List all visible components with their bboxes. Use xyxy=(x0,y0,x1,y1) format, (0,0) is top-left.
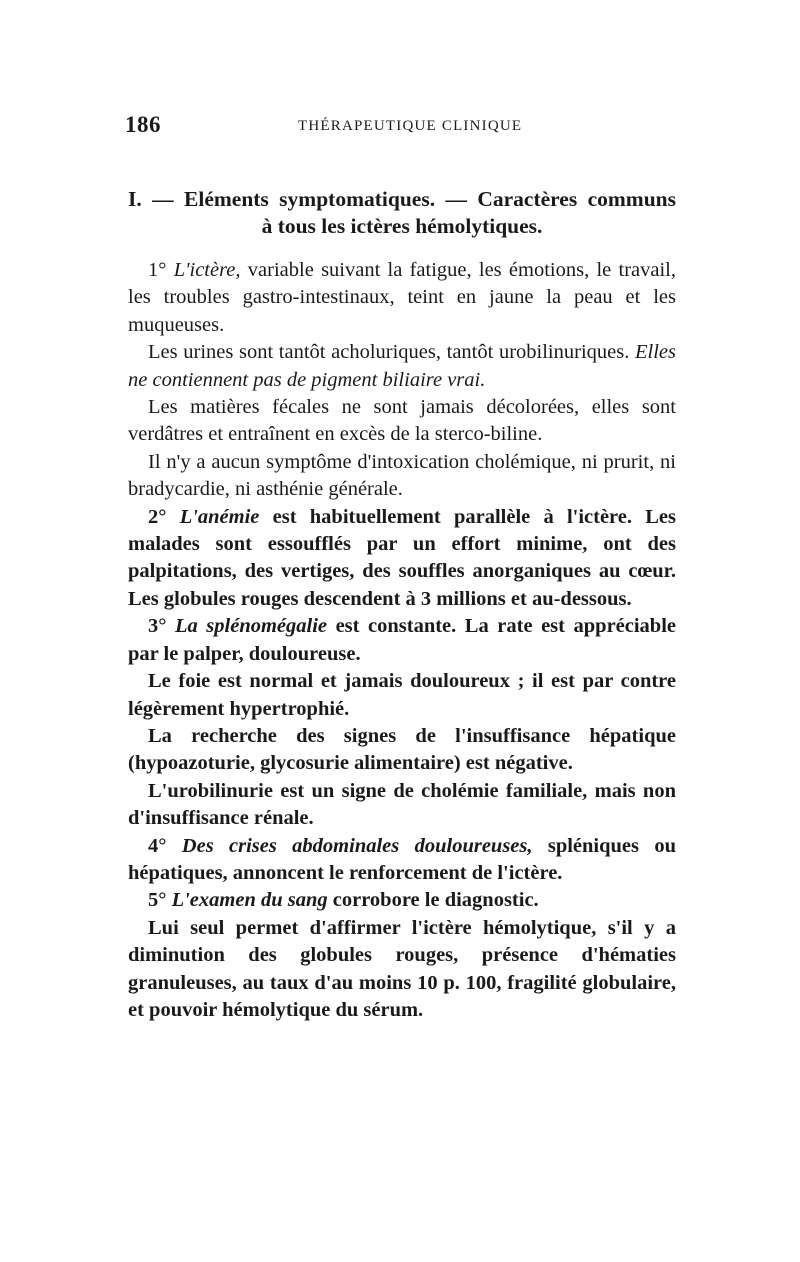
running-head xyxy=(125,112,676,144)
paragraph-ictere xyxy=(128,257,676,339)
running-title: THÉRAPEUTIQUE CLINIQUE xyxy=(298,118,523,134)
paragraph-text: Il n'y a aucun symptôme d'intoxication cholémique, ni prurit, ni bradycardie, ni asthénie générale. xyxy=(128,450,676,501)
item-heading: La splénomégalie xyxy=(175,615,328,638)
paragraph-urobilinurie xyxy=(128,778,676,833)
paragraph-text: spléniques ou hépatiques, annoncent le renforcement de l'ictère. xyxy=(128,834,676,884)
paragraph-anemie xyxy=(128,504,676,614)
paragraph-splenomegalie xyxy=(128,613,676,668)
paragraph-intoxication xyxy=(128,449,676,504)
page-number: 186 xyxy=(125,112,161,137)
paragraph-text: Les urines sont tantôt acholuriques, tantôt urobilinuriques. xyxy=(148,341,635,364)
section-title xyxy=(128,186,676,240)
paragraph-urines xyxy=(128,339,676,394)
paragraph-crises-abdominales xyxy=(128,833,676,888)
item-number: 2° xyxy=(148,505,167,528)
paragraph-text: L'urobilinurie est un signe de cholémie familiale, mais non d'insuffisance rénale. xyxy=(128,779,676,830)
item-heading: L'examen du sang xyxy=(171,889,328,912)
paragraph-foie xyxy=(128,668,676,723)
paragraph-text: est constante. La rate est appréciable par le palper, douloureuse. xyxy=(128,615,677,665)
item-heading: Des crises abdominales douloureuses, xyxy=(181,834,533,857)
paragraph-matieres-fecales xyxy=(128,394,676,449)
paragraph-text: corrobore le diagnostic. xyxy=(327,889,539,912)
paragraph-text: Le foie est normal et jamais douloureux ; il est par contre légèrement hypertrophié. xyxy=(128,670,676,720)
section-title-line-2: à tous les ictères hémolytiques. xyxy=(261,214,543,238)
paragraph-text: La recherche des signes de l'insuffisance hépatique (hypoazoturie, glycosurie alimentaire) est négative. xyxy=(128,724,676,775)
item-heading: L'anémie xyxy=(179,505,260,528)
item-number: 4° xyxy=(148,834,167,857)
book-page xyxy=(125,112,677,1024)
paragraph-text: variable suivant la fatigue, les émotions, le travail, les troubles gastro-intestinaux, teint en jaune la peau et les muqueuses. xyxy=(128,259,676,336)
paragraph-text: est habituellement parallèle à l'ictère. Les malades sont essoufflés par un effort minime, ont des palpitations, des vertiges, des souffles anorganiques au cœur. Les globules rouges descendent à 3 millions et au-dessous. xyxy=(128,505,676,610)
paragraph-text: Les matières fécales ne sont jamais décolorées, elles sont verdâtres et entraînent en excès de la sterco-biline. xyxy=(128,396,676,446)
paragraph-emphasis: Elles ne contiennent pas de pigment biliaire vrai. xyxy=(128,341,676,391)
paragraph-examen-sang xyxy=(128,887,676,914)
item-number: 3° xyxy=(148,615,167,638)
item-heading: L'ictère, xyxy=(173,259,241,281)
paragraph-insuffisance-hepatique xyxy=(128,723,676,778)
paragraph-lui-seul xyxy=(128,915,676,1025)
paragraph-text: Lui seul permet d'affirmer l'ictère hémolytique, s'il y a diminution des globules rouges, présence d'hématies granuleuses, au taux d'au moins 10 p. 100, fragilité globulaire, et pouvoir hémolytique du sérum. xyxy=(128,916,676,1021)
section-title-line-1: I. — Eléments symptomatiques. — Caractères communs xyxy=(128,187,676,211)
item-number: 1° xyxy=(148,259,167,281)
item-number: 5° xyxy=(148,889,167,912)
